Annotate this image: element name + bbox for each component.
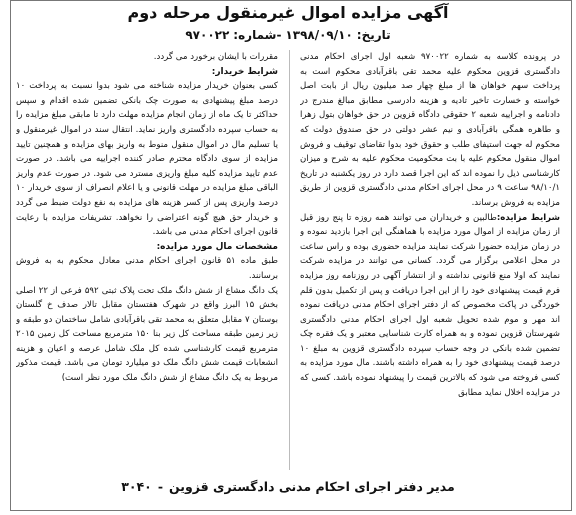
appraisal-heading: مشخصات مال مورد مزایده: <box>156 241 278 252</box>
buyer-heading: شرایط خریدار: <box>211 66 278 77</box>
property-description: یک دانگ مشاع از شش دانگ ملک تحت پلاک ثبتی ۵۹۲ فرعی از ۲۲ اصلی بخش ۱۵ البرز واقع در شهرک هفتستان مقابل تالار صدف خ گلستان بوستان ۷ مقابل متعلق به محمد تقی باقرآبادی شامل ساختمان دو طبقه و زیر زمین طبقه مساحت کل زیر بنا ۱۵۰ مترمربع مساحت کل زمین ۲۰۱۵ مترمربع قیمت کارشناسی شده کل ملک شامل عرصه و اعیان و هزینه انشعابات قیمت شش دانگ ملک دو میلیارد تومان می باشد. قیمت مذکور مربوط به یک دانگ مشاع از شش دانگ ملک مورد نظر است) <box>16 285 278 384</box>
date-label: تاریخ: <box>356 28 391 42</box>
conditions-heading: شرایط مزایده: <box>496 212 560 223</box>
footer-separator: - <box>157 479 164 494</box>
intro-paragraph: در پرونده کلاسه به شماره ۹۷۰۰۲۲ شعبه اول اجرای احکام مدنی دادگستری قزوین محکوم علیه محمد تقی باقرآبادی محکوم است به پرداخت سهم خواهان ها از مبلغ چهار صد میلیون ریال از بابت اصل خواسته و خسارت تاخیر تادیه و هزینه دادرسی مطابق مبالغ مندرج در دادنامه و اجراییه شعبه ۲ حقوقی دادگاه قزوین در حق خواهان بتول زهرا و طاهره همگی باقرآبادی و نیم عشر دولتی در حق صندوق دولت که محکوم له جهت استیفای طلب و حقوق خود بدوا تقاضای توقیف و فروش اموال منقول محکوم علیه با بت محکومیت محکوم علیه به شرح و میزان کارشناسی ذیل را نموده اند که این اجرا قصد دارد در روز یکشنبه در تاریخ ۹۸/۱۰/۱ ساعت ۹ در محل اجرای احکام مدنی دادگستری قزوین از طریق مزایده به فروش برساند. <box>300 52 560 208</box>
conditions-text: طالبین و خریداران می توانند همه روزه تا پنج روز قبل از زمان مزایده از اموال مورد مزایده با هماهنگی این اجرا بازدید نموده و در زمان مزایده حضورا شرکت نمایند مزایده حضوری بوده و راس ساعت در محل اعلامی برگزار می گردد. کسانی می توانند در مزایده شرکت نمایند که اولا منع قانونی نداشته و از انتشار آگهی در روزنامه روز مزایده فرم قیمت پیشنهادی خود را از این اجرا دریافت و پس از تکمیل بدون قلم خوردگی در پاکت مخصوص که از دفتر اجرای احکام مدنی دریافت نموده اند مهر و موم شده تحویل شعبه اول اجرای احکام مدنی دادگستری شهرستان قزوین نموده و به همراه کارت شناسایی معتبر و یک فقره چک تضمین شده بانکی در وجه حساب سپرده دادگستری قزوین به مبلغ ۱۰ درصد قیمت پیشنهادی خود را به همراه داشته باشند. مال مورد مزایده به کسی فروخته می شود که بالاترین قیمت را پیشنهاد نموده باشد. کسی که در مزایده اخلال نماید مطابق <box>300 212 560 398</box>
column-divider <box>289 50 290 470</box>
number-value: ۹۷۰۰۲۲ <box>185 28 230 42</box>
footer-signature: مدیر دفتر اجرای احکام مدنی دادگستری قزوین <box>169 479 455 494</box>
number-label: -شماره: <box>233 28 282 42</box>
date-number-line <box>0 27 576 43</box>
footer-code: ۳۰۴۰ <box>121 479 152 494</box>
continuation-text: مقررات با ایشان برخورد می گردد. <box>153 52 278 62</box>
left-column <box>16 50 278 470</box>
appraisal-text: طبق ماده ۵۱ قانون اجرای احکام مدنی معادل محکوم به به فروش برسانند. <box>16 256 278 281</box>
ad-title: آگهی مزایده اموال غیرمنقول مرحله دوم <box>127 3 449 22</box>
conditions-paragraph <box>300 211 560 401</box>
right-column <box>300 50 560 470</box>
signature-footer <box>0 478 576 496</box>
date-value: ۱۳۹۸/۰۹/۱۰ <box>285 28 353 42</box>
buyer-text: کسی بعنوان خریدار مزایده شناخته می شود بدوا نسبت به پرداخت ۱۰ درصد مبلغ پیشنهادی به صورت چک بانکی تضمین شده اقدام و سپس حداکثر تا یک ماه از زمان انجام مزایده مهلت دارد تا مابقی مبلغ مزایده را به حساب سپرده دادگستری واریز نماید. انتقال سند در اموال غیرمنقول و یا تسلیم مال در اموال منقول منوط به واریز بهای مزایده و همچنین تایید مزایده از سوی دادگاه محترم صادر کننده اجراییه می باشد. در صورت عدم تایید مزایده کلیه مبلغ واریزی مسترد می شود. در صورت عدم واریز الباقی مبلغ مزایده در مهلت قانونی و یا اعلام انصراف از سوی خریدار ۱۰ درصد واریزی پس از کسر هزینه های مزایده به نفع دولت ضبط می گردد و خریدار حق هیچ گونه اعتراضی را نخواهد. تشریفات مزایده با رعایت قانون اجرای احکام مدنی می باشد. <box>16 81 278 238</box>
